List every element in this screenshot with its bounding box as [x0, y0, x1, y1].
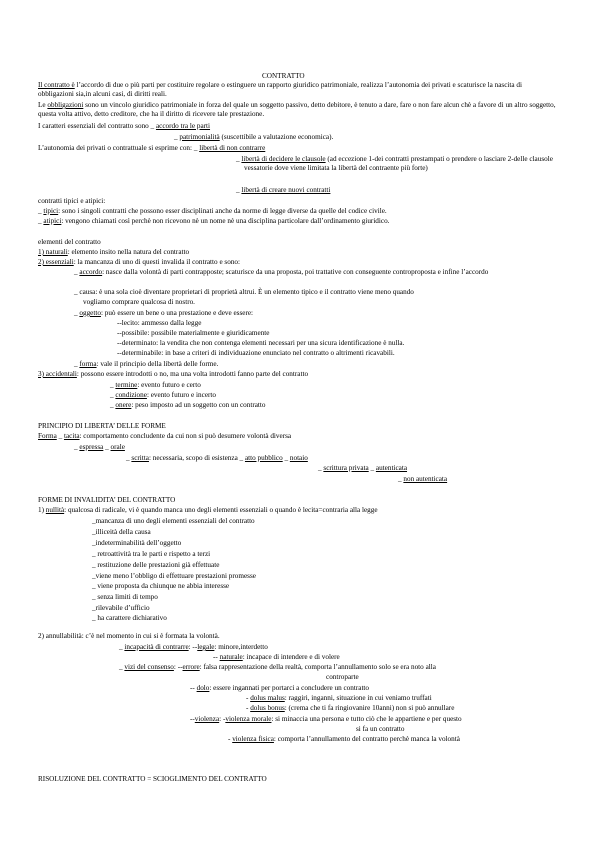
- obbligazioni-paragraph: Le obbligazioni sono un vincolo giuridico patrimoniale in forza del quale un soggetto passivo, detto debitore, è tenuto a dare, fare o non fare alcun chè a favore di un altro soggetto, questa volta attivo, detto creditore, che ha il diritto di ricevere tale prestazione.: [38, 101, 556, 118]
- naturali-line: 1) naturali: elemento insito nella natura del contratto: [38, 248, 190, 256]
- violenza-fisica-line: - violenza fisica: comporta l’annullamento del contratto perchè manca la volontà: [228, 735, 460, 743]
- incapacita-line: _ incapacità di contrarre: --legale: minore,interdetto: [119, 643, 268, 651]
- nullita-item: _indeterminabilità dell’oggetto: [92, 539, 182, 547]
- decidere-clausole-line: _ libertà di decidere le clausole (ad eccezione 1-dei contratti prestampati o prendere o lasciare 2-delle clausole vessatorie dove viene limitata la libertà del contraente più forte): [236, 155, 553, 172]
- causa-line-cont: vogliamo comprare qualcosa di nostro.: [83, 298, 195, 306]
- scrittura-privata-line: _ scrittura privata _ autenticata: [318, 464, 408, 472]
- forme-heading: PRINCIPIO DI LIBERTA’ DELLE FORME: [38, 422, 166, 430]
- termine-line: _ termine: evento futuro e certo: [110, 381, 201, 389]
- vizi-consenso-cont: controparte: [326, 673, 359, 681]
- violenza-cont: si fa un contratto: [356, 725, 405, 733]
- nullita-item: _ senza limiti di tempo: [92, 593, 158, 601]
- caratteri-line: I caratteri essenziali del contratto sono _ accordo tra le parti: [38, 122, 211, 130]
- essenziali-line: 2) essenziali: la mancanza di uno di questi invalida il contratto e sono:: [38, 258, 241, 266]
- determinato-line: --determinato: la vendita che non contenga elementi necessari per una sicura identificazione è nulla.: [117, 339, 405, 347]
- nullita-item: _rilevabile d’ufficio: [92, 604, 150, 612]
- causa-line: _ causa: è una sola cioè diventare proprietari di proprietà altrui. È un elemento tipico e il contratto viene meno quando: [74, 288, 414, 296]
- nullita-item: _mancanza di uno degli elementi essenziali del contratto: [92, 517, 255, 525]
- nullita-item: _viene meno l’obbligo di effettuare prestazioni promesse: [92, 572, 256, 580]
- atipici-line: _ atipici: vengono chiamati così perchè non ricevono nè un nome nè una disciplina particolare dall’ordinamento giuridico.: [38, 217, 390, 225]
- non-autenticata-line: _ non autenticata: [398, 475, 448, 483]
- lecito-line: --lecito: ammesso dalla legge: [117, 319, 202, 327]
- tipici-heading: contratti tipici e atipici:: [38, 197, 106, 205]
- condizione-line: _ condizione: evento futuro e incerto: [110, 391, 216, 399]
- dolus-malus-line: - dolus malus: raggiri, inganni, situazione in cui veniamo truffati: [246, 694, 432, 702]
- nullita-item: _ ha carattere dichiarativo: [92, 614, 167, 622]
- dolus-bonus-line: - dolus bonus: (crema che ti fa ringiovanire 10anni) non si può annullare: [246, 704, 455, 712]
- annullabilita-line: 2) annullabilità: c’è nel momento in cui si è formata la volontà.: [38, 632, 220, 640]
- autonomia-line: L’autonomia dei privati o contrattuale si esprime con: _ libertà di non contrarre: [38, 144, 266, 152]
- onere-line: _ onere: peso imposto ad un soggetto con un contratto: [110, 401, 266, 409]
- nullita-item: _ retroattività tra le parti e rispetto a terzi: [92, 550, 211, 558]
- oggetto-line: _ oggetto: può essere un bene o una prestazione e deve essere:: [74, 309, 254, 317]
- forma-line: _ forma: vale il principio della libertà delle forme.: [74, 360, 219, 368]
- nullita-item: _ viene proposta da chiunque ne abbia interesse: [92, 582, 230, 590]
- contratto-term: Il contratto è: [38, 81, 75, 89]
- elementi-heading: elementi del contratto: [38, 238, 101, 246]
- creare-contratti-line: _ libertà di creare nuovi contratti: [236, 186, 331, 194]
- tacita-line: Forma _ tacita: comportamento concludente da cui non si può desumere volontà diversa: [38, 432, 292, 440]
- possibile-line: --possibile: possibile materialmente e giuridicamente: [117, 329, 270, 337]
- risoluzione-heading: RISOLUZIONE DEL CONTRATTO = SCIOGLIMENTO DEL CONTRATTO: [38, 775, 267, 783]
- vizi-consenso-line: _ vizi del consenso: --errore: falsa rappresentazione della realtà, comporta l’annullamento solo se era noto alla: [119, 663, 436, 671]
- page-title: CONTRATTO: [262, 72, 305, 80]
- nullita-item: _illiceità della causa: [92, 528, 151, 536]
- intro-paragraph: Il contratto è l’accordo di due o più parti per costituire regolare o estinguere un rapporto giuridico patrimoniale, realizza l’autonomia dei privati e scaturisce la nascita di obbligazioni sia,in alcuni casi, di diritti reali.: [38, 81, 522, 98]
- invalidita-heading: FORME DI INVALIDITA’ DEL CONTRATTO: [38, 496, 176, 504]
- naturale-line: -- naturale: incapace di intendere e di volere: [213, 653, 340, 661]
- violenza-line: --violenza: -violenza morale: si minaccia una persona e tutto ciò che le appartiene e per questo: [190, 715, 462, 723]
- patrimonialita-line: _ patrimonialità (suscettibile a valutazione economica).: [174, 133, 334, 141]
- accidentali-line: 3) accidentali: possono essere introdotti o no, ma una volta introdotti fanno parte del contratto: [38, 370, 309, 378]
- espressa-line: _ espressa _ orale: [74, 443, 125, 451]
- obbligazioni-term: obbligazioni: [47, 101, 84, 109]
- determinabile-line: --determinabile: in base a criteri di individuazione enunciato nel contratto o altrimenti ricavabili.: [117, 349, 395, 357]
- nullita-item: _ restituzione delle prestazioni già effettuate: [92, 561, 220, 569]
- nullita-line: 1) nullità: qualcosa di radicale, vi è quando manca uno degli elementi essenziali o quando è lecita=contraria alla legge: [38, 506, 378, 514]
- scritta-line: _ scritta: necessaria, scopo di esistenza _ atto pubblico _ notaio: [126, 454, 308, 462]
- tipici-line: _ tipici: sono i singoli contratti che possono esser disciplinati anche da norme di legge diverse da quelle del codice civile.: [38, 207, 387, 215]
- dolo-line: -- dolo: essere ingannati per portarci a concludere un contratto: [190, 684, 370, 692]
- accordo-line: _ accordo: nasce dalla volontà di parti contrapposte; scaturisce da una proposta, poi trattative con conseguente controproposta e infine l’accordo: [74, 268, 489, 276]
